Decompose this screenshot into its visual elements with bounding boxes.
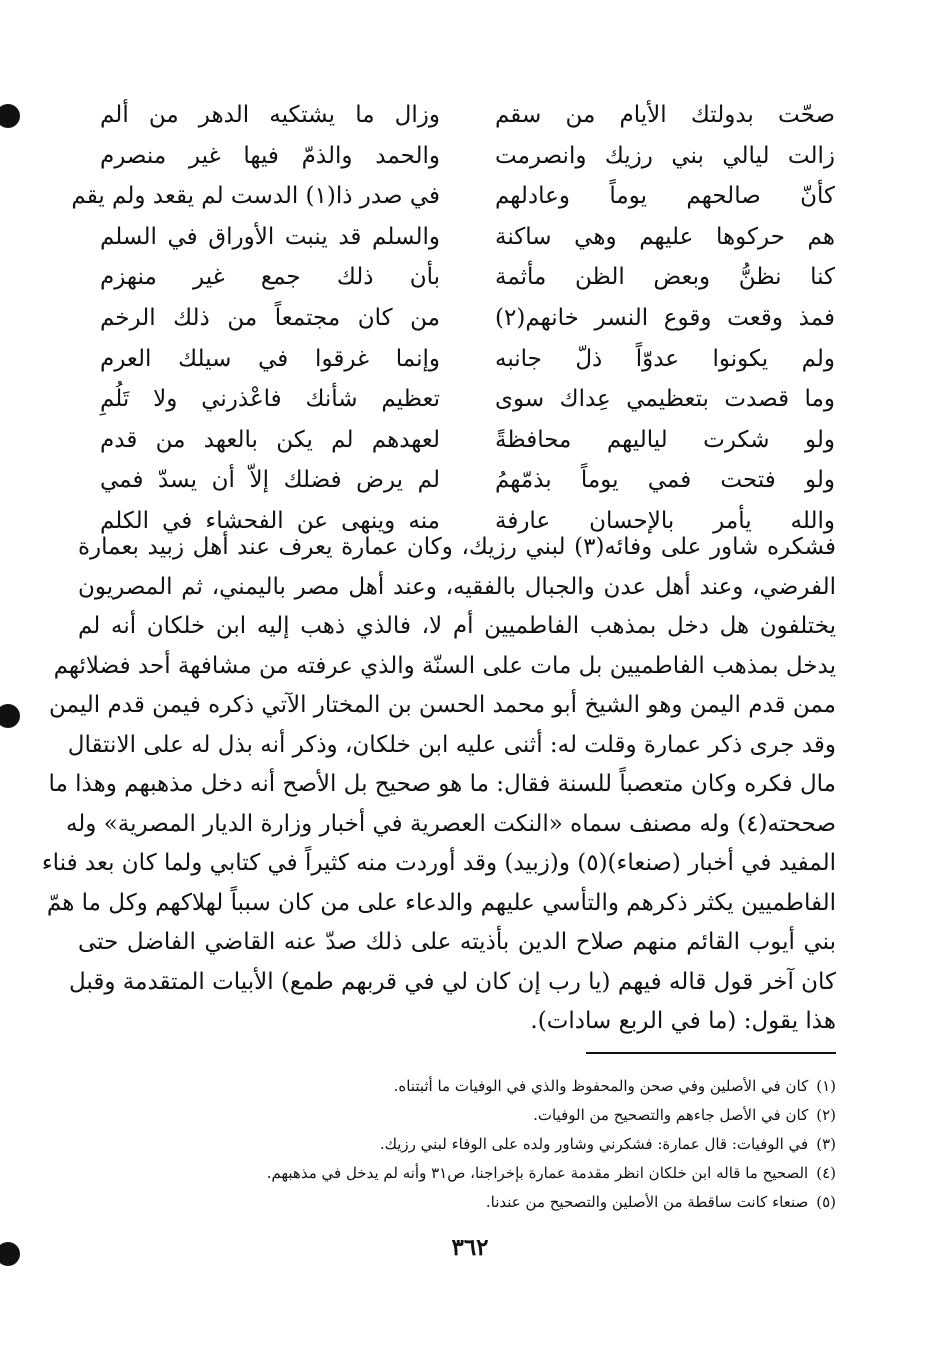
paragraph-line: وقد جرى ذكر عمارة وقلت له: أثنى عليه ابن خلكان، وذكر أنه بذل له على الانتقال [67,731,836,758]
verse-second-half: في صدر ذا(١) الدست لم يقعد ولم يقم [71,183,440,210]
paragraph-line: مال فكره وكان متعصباً للسنة فقال: ما هو صحيح بل الأصح أنه دخل مذهبهم وهذا ما [48,771,836,797]
paragraph-line: كان آخر قول قاله فيهم (يا رب إن كان لي في قربهم طمع) الأبيات المتقدمة وقبل [69,968,836,995]
footnote-number: (٥) [816,1193,836,1211]
paragraph-line: فشكره شاور على وفائه(٣) لبني رزيك، وكان عمارة يعرف عند أهل زبيد بعمارة [78,534,836,560]
body-paragraph [41,528,836,1042]
paragraph-line: المفيد في أخبار (صنعاء)(٥) و(زبيد) وقد أوردت منه كثيراً في كتابي ولما كان بعد فناء [41,850,836,876]
verse-first-half: كنا نظنُّ وبعض الظن مأثمة [495,264,835,291]
verse-second-half: والسلم قد ينبت الأوراق في السلم [100,223,440,250]
verse-first-half: ولو فتحت فمي يوماً بذمّهمُ [495,467,835,494]
poem-verse [100,339,835,380]
verse-second-half: من كان مجتمعاً من ذلك الرخم [100,304,440,331]
paragraph-line: يدخل بمذهب الفاطميين بل مات على السنّة والذي عرفته من مشافهة أحد فضلائهم [53,652,836,679]
binder-hole-top [0,104,20,128]
binder-hole-bottom [0,1242,20,1266]
poem-verse [71,176,835,217]
verse-second-half: لم يرض فضلك إلاّ أن يسدّ فمي [100,467,440,494]
verse-first-half: زالت ليالي بني رزيك وانصرمت [495,142,835,169]
footnote [150,1101,836,1130]
footnote [150,1159,836,1188]
verse-second-half: وإنما غرقوا في سيلك العرم [100,345,440,372]
paragraph-line: بني أيوب القائم منهم صلاح الدين بأذيته على ذلك صدّ عنه القاضي الفاضل حتى [78,929,836,955]
page-number: ٣٦٢ [451,1234,489,1261]
footnote-text: كان في الأصل جاءهم والتصحيح من الوفيات. [533,1106,809,1124]
verse-first-half: صحّت بدولتك الأيام من سقم [495,102,835,128]
poem-verse [100,460,835,501]
footnote-number: (١) [816,1077,836,1095]
verse-first-half: فمذ وقعت وقوع النسر خانهم(٢) [495,304,835,331]
footnote-separator [586,1052,836,1054]
footnote-number: (٢) [816,1106,836,1124]
paragraph-line: ممن قدم اليمن وهو الشيخ أبو محمد الحسن بن المختار الآتي ذكره فيمن قدم اليمن [49,692,836,718]
verse-second-half: وزال ما يشتكيه الدهر من ألم [100,102,440,128]
binder-hole-middle [0,704,20,728]
verse-second-half: بأن ذلك جمع غير منهزم [100,264,440,291]
poem-verse [100,136,835,177]
verse-second-half: لعهدهم لم يكن بالعهد من قدم [100,426,440,453]
verse-first-half: والله يأمر بالإحسان عارفة [495,507,835,534]
verse-first-half: هم حركوها عليهم وهي ساكنة [495,223,835,250]
verse-first-half: وما قصدت بتعظيمي عِداك سوى [495,386,835,413]
footnote-text: الصحيح ما قاله ابن خلكان انظر مقدمة عمارة بإخراجنا، ص٣١ وأنه لم يدخل في مذهبهم. [266,1164,809,1182]
poem-verse [100,257,835,298]
footnote-text: كان في الأصلين وفي صحن والمحفوظ والذي في الوفيات ما أثبتناه. [393,1077,809,1095]
verse-second-half: منه وينهى عن الفحشاء في الكلم [100,507,440,534]
paragraph-line: يختلفون هل دخل بمذهب الفاطميين أم لا، فالذي ذهب إليه ابن خلكان أنه لم [78,613,836,639]
footnote-text: في الوفيات: قال عمارة: فشكرني وشاور ولده على الوفاء لبني رزيك. [379,1135,809,1153]
footnote-text: صنعاء كانت ساقطة من الأصلين والتصحيح من عندنا. [485,1193,809,1211]
verse-first-half: ولم يكونوا عدوّاً ذلّ جانبه [495,345,835,372]
verse-second-half: والحمد والذمّ فيها غير منصرم [100,142,440,169]
footnote [150,1072,836,1101]
footnote [150,1130,836,1159]
verse-first-half: ولو شكرت لياليهم محافظةً [495,426,835,453]
poem-verse [100,420,835,461]
poem-verse [100,379,835,420]
poem-verse [100,95,835,136]
footnotes [150,1072,836,1217]
poem-verse [100,298,835,339]
paragraph-line: هذا يقول: (ما في الربع سادات). [530,1008,836,1034]
poem [71,95,835,542]
paragraph-line: الفاطميين يكثر ذكرهم والتأسي عليهم والدعاء على من كان سبباً لهلاكهم وكل ما همّ [46,889,836,916]
footnote-number: (٤) [816,1164,836,1182]
verse-first-half: كأنّ صالحهم يوماً وعادلهم [495,183,835,210]
footnote-number: (٣) [816,1135,836,1153]
verse-second-half: تعظيم شأنك فاعْذرني ولا تَلُمِ [100,386,440,413]
footnote [150,1188,836,1217]
paragraph-line: الفرضي، وعند أهل عدن والجبال بالفقيه، وعند أهل مصر باليمني، ثم المصريون [78,573,836,600]
poem-verse [100,217,835,258]
paragraph-line: صححته(٤) وله مصنف سماه «النكت العصرية في أخبار وزارة الديار المصرية» وله [65,810,836,837]
